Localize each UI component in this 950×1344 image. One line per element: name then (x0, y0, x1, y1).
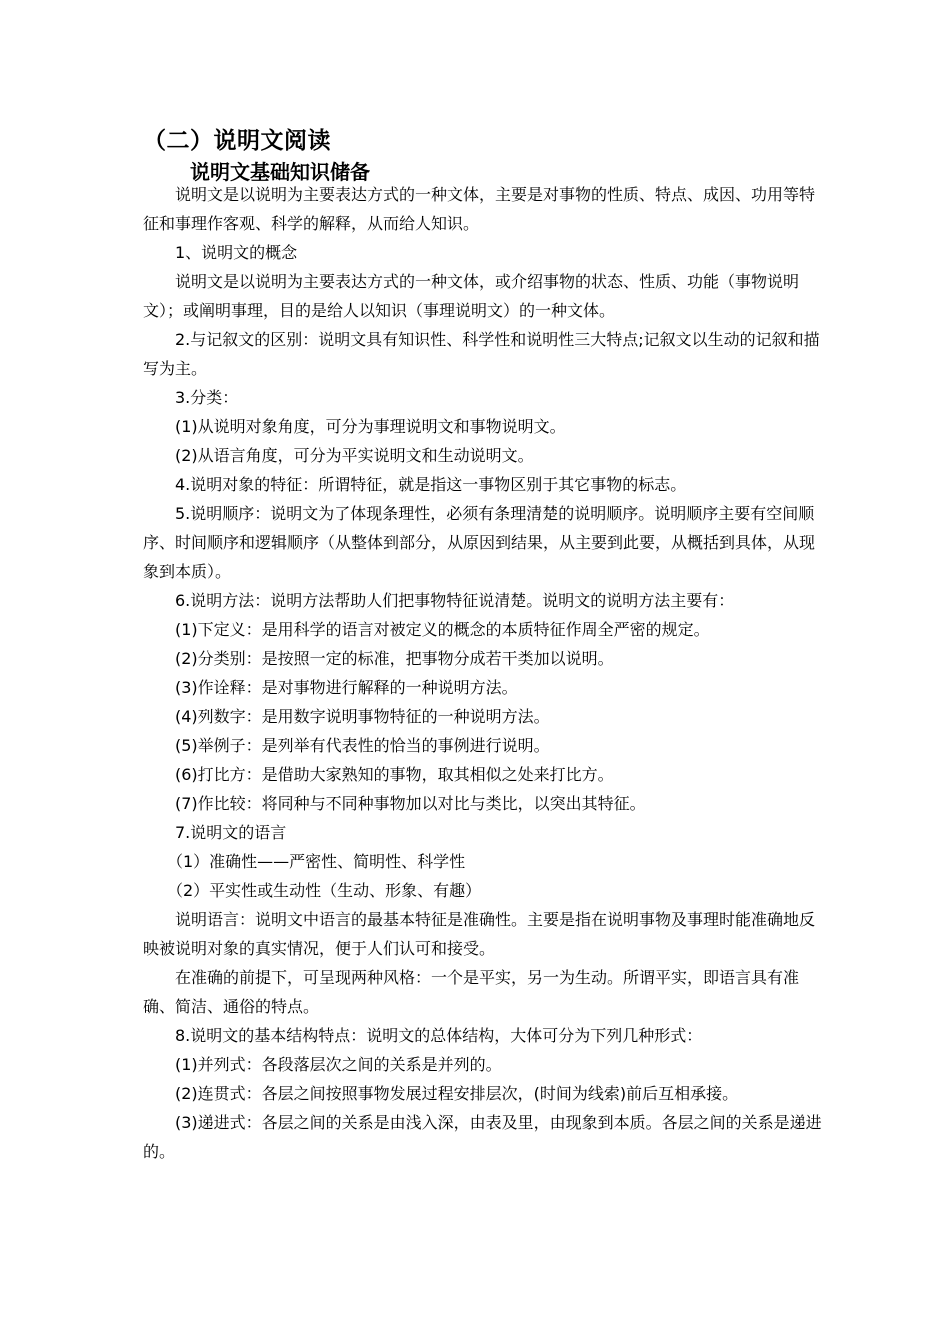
classification-heading: 3.分类： (175, 388, 239, 407)
list-item: （2）平实性或生动性（生动、形象、有趣） (167, 881, 482, 900)
concept-paragraph: 说明文是以说明为主要表达方式的一种文体，或介绍事物的状态、性质、功能（事物说明文）；或阐明事理，目的是给人以知识（事理说明文）的一种文体。 (143, 272, 800, 320)
list-item: (1)下定义：是用科学的语言对被定义的概念的本质特征作周全严密的规定。 (175, 620, 710, 639)
list-item: (1)并列式：各段落层次之间的关系是并列的。 (175, 1055, 502, 1074)
language-heading: 7.说明文的语言 (175, 823, 287, 842)
section-title: （二）说明文阅读 (143, 128, 331, 154)
list-item: (6)打比方：是借助大家熟知的事物，取其相似之处来打比方。 (175, 765, 614, 784)
concept-heading: 1、说明文的概念 (175, 243, 298, 262)
order-paragraph: 5.说明顺序：说明文为了体现条理性，必须有条理清楚的说明顺序。说明顺序主要有空间顺序、时间顺序和逻辑顺序（从整体到部分，从原因到结果，从主要到此要，从概括到具体，从现象到本质）。 (143, 504, 816, 581)
list-item: (3)递进式：各层之间的关系是由浅入深，由表及里，由现象到本质。各层之间的关系是递进的。 (143, 1113, 822, 1161)
list-item: (2)分类别：是按照一定的标准，把事物分成若干类加以说明。 (175, 649, 614, 668)
style-paragraph: 在准确的前提下，可呈现两种风格：一个是平实，另一为生动。所谓平实，即语言具有准确、简洁、通俗的特点。 (143, 968, 800, 1016)
list-item: (1)从说明对象角度，可分为事理说明文和事物说明文。 (175, 417, 566, 436)
difference-paragraph: 2.与记叙文的区别：说明文具有知识性、科学性和说明性三大特点;记叙文以生动的记叙和描写为主。 (143, 330, 820, 378)
list-item: （1）准确性——严密性、简明性、科学性 (167, 852, 466, 871)
list-item: (2)从语言角度，可分为平实说明文和生动说明文。 (175, 446, 534, 465)
object-feature-paragraph: 4.说明对象的特征：所谓特征，就是指这一事物区别于其它事物的标志。 (175, 475, 687, 494)
list-item: (3)作诠释：是对事物进行解释的一种说明方法。 (175, 678, 518, 697)
methods-paragraph: 6.说明方法：说明方法帮助人们把事物特征说清楚。说明文的说明方法主要有： (175, 591, 735, 610)
language-paragraph: 说明语言：说明文中语言的最基本特征是准确性。主要是指在说明事物及事理时能准确地反映被说明对象的真实情况，便于人们认可和接受。 (143, 910, 816, 958)
list-item: (4)列数字：是用数字说明事物特征的一种说明方法。 (175, 707, 550, 726)
list-item: (7)作比较：将同种与不同种事物加以对比与类比，以突出其特征。 (175, 794, 646, 813)
intro-paragraph: 说明文是以说明为主要表达方式的一种文体，主要是对事物的性质、特点、成因、功用等特征和事理作客观、科学的解释，从而给人知识。 (143, 185, 816, 233)
list-item: (5)举例子：是列举有代表性的恰当的事例进行说明。 (175, 736, 550, 755)
structure-paragraph: 8.说明文的基本结构特点：说明文的总体结构，大体可分为下列几种形式： (175, 1026, 703, 1045)
list-item: (2)连贯式：各层之间按照事物发展过程安排层次，(时间为线索)前后互相承接。 (175, 1084, 739, 1103)
section-subtitle: 说明文基础知识储备 (190, 160, 370, 184)
document-body (143, 180, 823, 1166)
